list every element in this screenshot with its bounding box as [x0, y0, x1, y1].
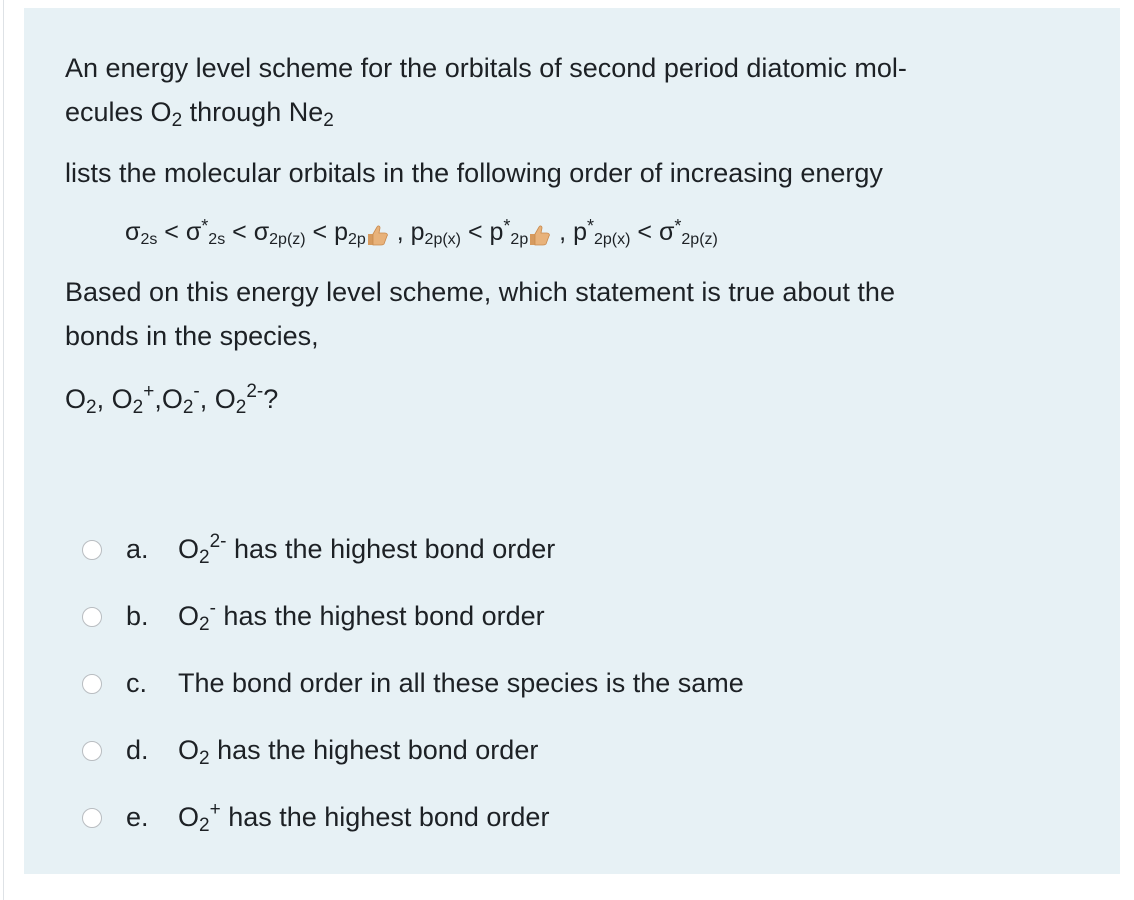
radio-button[interactable]: [82, 607, 102, 627]
prompt-line-1: Based on this energy level scheme, which statement is true about the: [65, 277, 895, 307]
thumbs-up-icon: [364, 222, 390, 248]
option-d[interactable]: [82, 717, 744, 784]
question-card: [24, 8, 1120, 874]
radio-button[interactable]: [82, 674, 102, 694]
option-b[interactable]: [82, 583, 744, 650]
option-letter: c.: [126, 668, 148, 698]
page-left-border: [3, 0, 4, 900]
option-a[interactable]: [82, 516, 744, 583]
species-list: $O_2$, $O_2^+,O_2^-$, $O_2^{2-}$?: [65, 381, 279, 418]
radio-button[interactable]: [82, 540, 102, 560]
option-label: $O_2^{2-}$ has the highest bond order: [178, 531, 556, 568]
option-c[interactable]: [82, 650, 744, 717]
radio-button[interactable]: [82, 808, 102, 828]
intro-line-2: ecules $O_2$ through $Ne_2$: [65, 97, 334, 131]
prompt-line-2: bonds in the species,: [65, 321, 319, 351]
option-letter: a.: [126, 534, 149, 564]
option-label: The bond order in all these species is the same: [178, 668, 744, 698]
question-prompt: [65, 270, 895, 358]
energy-order-equation: $\sigma_{2s} < \sigma^*_{2s} < \sigma_{2p(z)} < p_{2p}$ , $p_{2p(x)} < p^*_{2p}$ , $p^*_{2p(x)} < \sigma^*_{2p(z)}$: [125, 216, 718, 248]
order-statement: lists the molecular orbitals in the following order of increasing energy: [65, 158, 883, 188]
thumbs-up-icon: [526, 222, 552, 248]
option-label: $O_2^-$ has the highest bond order: [178, 598, 545, 635]
answer-options: [82, 516, 744, 851]
option-label: $O_2$ has the highest bond order: [178, 735, 539, 769]
option-letter: d.: [126, 735, 149, 765]
option-letter: e.: [126, 802, 149, 832]
option-label: $O_2^+$ has the highest bond order: [178, 799, 550, 836]
option-letter: b.: [126, 601, 149, 631]
option-e[interactable]: [82, 784, 744, 851]
question-intro: [65, 46, 907, 134]
intro-line-1: An energy level scheme for the orbitals of second period diatomic mol-: [65, 53, 907, 83]
radio-button[interactable]: [82, 741, 102, 761]
